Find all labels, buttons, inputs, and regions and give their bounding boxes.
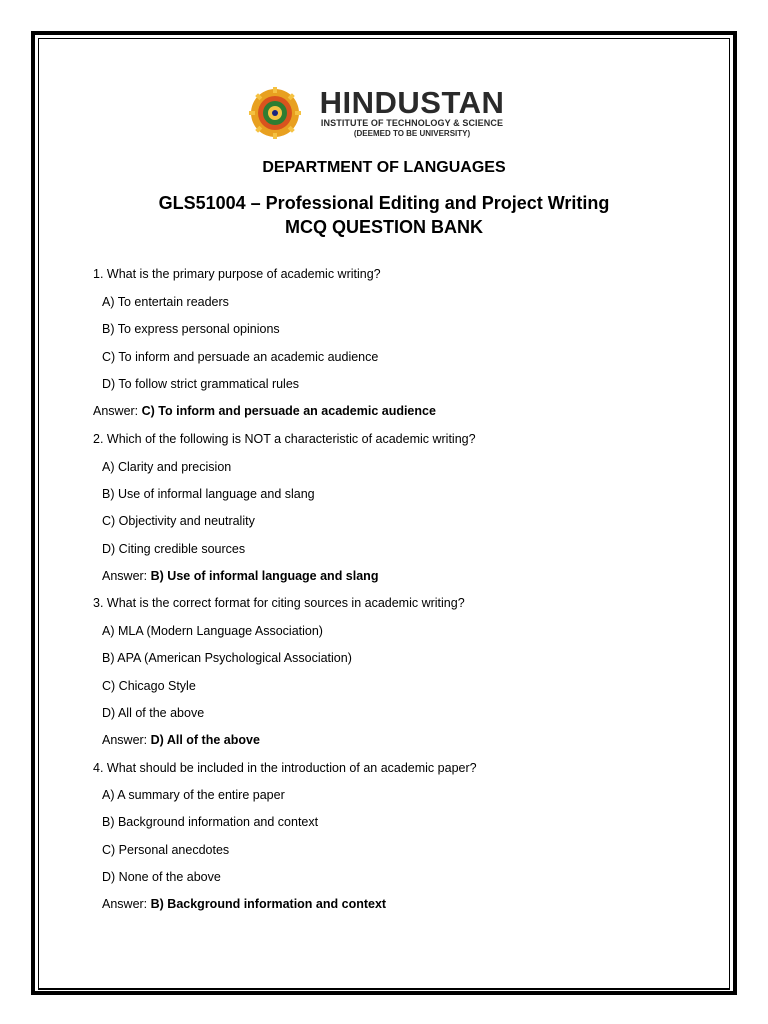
question-bank-title: MCQ QUESTION BANK (285, 217, 483, 237)
university-emblem-icon (249, 87, 301, 139)
answer-line (93, 403, 436, 419)
logo-deemed: (DEEMED TO BE UNIVERSITY) (353, 129, 471, 138)
question-text: 2. Which of the following is NOT a characteristic of academic writing? (93, 432, 476, 446)
option-b: B) Background information and context (102, 815, 319, 829)
department-title: DEPARTMENT OF LANGUAGES (262, 159, 506, 176)
option-d: D) To follow strict grammatical rules (102, 377, 300, 391)
answer-label: Answer: (102, 733, 151, 747)
course-title: GLS51004 – Professional Editing and Project Writing (158, 193, 610, 213)
answer-line (102, 568, 378, 584)
answer-value: D) All of the above (150, 733, 260, 747)
option-d: D) All of the above (102, 706, 205, 720)
option-b: B) APA (American Psychological Association) (102, 651, 352, 665)
page-bottom-rule (38, 989, 730, 990)
option-a: A) To entertain readers (102, 295, 229, 309)
option-d: D) None of the above (102, 870, 221, 884)
answer-value: B) Background information and context (150, 897, 387, 911)
option-d: D) Citing credible sources (102, 542, 246, 556)
option-b: B) To express personal opinions (102, 322, 280, 336)
answer-label: Answer: (102, 569, 151, 583)
option-c: C) To inform and persuade an academic audience (102, 350, 379, 364)
question-text: 1. What is the primary purpose of academic writing? (93, 267, 381, 281)
answer-label: Answer: (93, 404, 142, 418)
answer-label: Answer: (102, 897, 151, 911)
logo-wordmark (305, 87, 519, 139)
answer-value: B) Use of informal language and slang (150, 569, 379, 583)
option-b: B) Use of informal language and slang (102, 487, 315, 501)
university-logo (249, 86, 521, 140)
option-c: C) Personal anecdotes (102, 843, 230, 857)
answer-value: C) To inform and persuade an academic audience (141, 404, 436, 418)
option-a: A) A summary of the entire paper (102, 788, 285, 802)
option-a: A) MLA (Modern Language Association) (102, 624, 323, 638)
option-a: A) Clarity and precision (102, 460, 232, 474)
logo-subtitle: INSTITUTE OF TECHNOLOGY & SCIENCE (320, 118, 504, 128)
answer-line (102, 732, 260, 748)
logo-name: HINDUSTAN (319, 85, 505, 120)
option-c: C) Chicago Style (102, 679, 196, 693)
question-text: 4. What should be included in the introduction of an academic paper? (93, 761, 477, 775)
option-c: C) Objectivity and neutrality (102, 514, 255, 528)
question-text: 3. What is the correct format for citing sources in academic writing? (93, 596, 465, 610)
answer-line (102, 896, 386, 912)
